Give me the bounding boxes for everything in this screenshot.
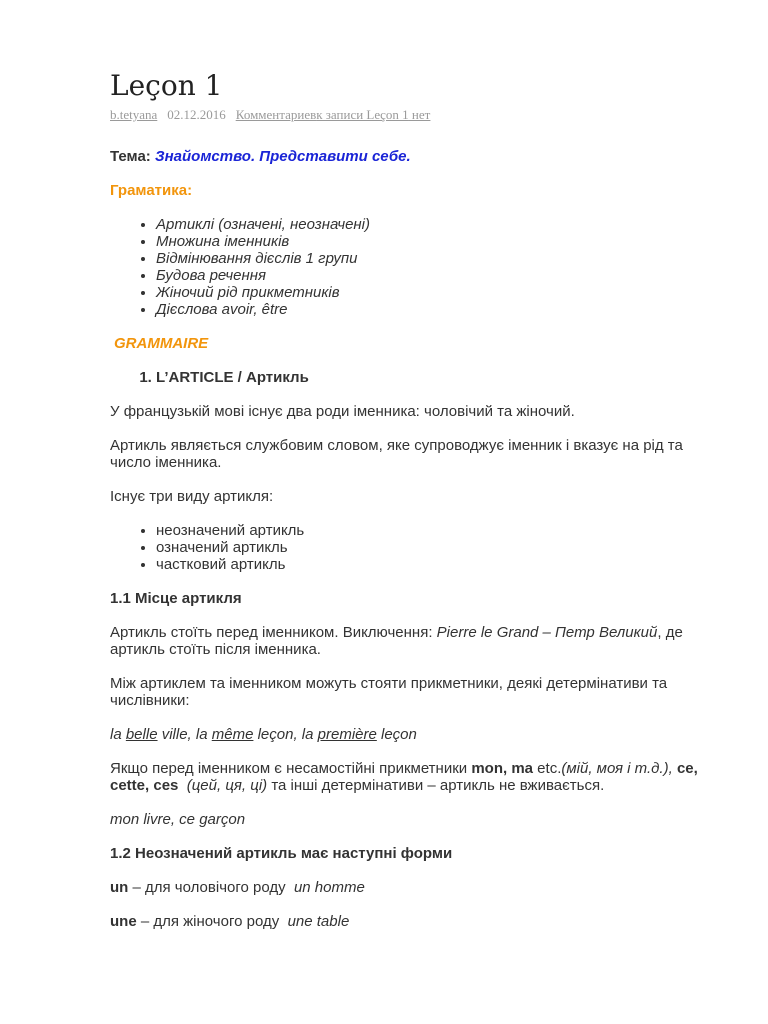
text-fragment: , де артикль стоїть після іменника.	[110, 624, 683, 658]
bold-term: une	[110, 913, 137, 930]
topic-line	[110, 148, 710, 165]
bold-term: ce, cette, ces	[110, 760, 698, 794]
form-feminine	[110, 913, 710, 930]
paragraph-article-position	[110, 624, 710, 658]
grammaire-heading: GRAMMAIRE	[114, 335, 209, 352]
text-fragment: leçon	[376, 726, 417, 743]
section-1-title: 1. L’ARTICLE / Артикль	[156, 369, 710, 386]
bold-term: un	[110, 879, 129, 896]
text-fragment: la	[110, 726, 126, 743]
text-fragment: – для чоловічого роду	[128, 879, 294, 896]
example-word: une table	[287, 913, 350, 930]
subsection-1-2-title: 1.2 Неозначений артикль має наступні форми	[110, 845, 453, 862]
document-page	[110, 68, 710, 947]
paragraph-genders: У французькій мові існує два роди іменника: чоловічий та жіночий.	[110, 403, 575, 420]
post-content	[110, 148, 710, 930]
comments-link-label: Комментариев	[235, 107, 317, 122]
post-meta	[110, 106, 710, 124]
section-list	[110, 369, 710, 386]
list-item: • Дієслова avoir, être	[156, 301, 710, 318]
text-fragment: Артикль стоїть перед іменником. Виключення:	[110, 624, 437, 641]
grammar-list	[110, 216, 710, 318]
article-types-list	[110, 522, 710, 573]
comments-link[interactable]	[236, 107, 431, 122]
form-masculine	[110, 879, 710, 896]
example-line-1	[110, 726, 710, 743]
text-fragment	[178, 777, 186, 794]
underlined-word: même	[211, 726, 254, 743]
comments-count: нет	[408, 107, 431, 122]
list-item: • Артиклі (означені, неозначені)	[156, 216, 710, 233]
list-item: • Жіночий рід прикметників	[156, 284, 710, 301]
underlined-word: belle	[125, 726, 158, 743]
exception-example: Pierre le Grand – Петр Великий	[436, 624, 658, 641]
bold-term: mon, ma	[471, 760, 534, 777]
list-item: • Множина іменників	[156, 233, 710, 250]
list-item: • означений артикль	[156, 539, 710, 556]
grammar-heading: Граматика:	[110, 182, 193, 199]
post-date: 02.12.2016	[167, 107, 226, 122]
paragraph-article-definition: Артикль являється службовим словом, яке супроводжує іменник і вказує на рід та число іменника.	[110, 437, 683, 471]
comments-link-context: к записи Leçon 1	[316, 107, 409, 122]
paragraph-article-types-intro: Існує три виду артикля:	[110, 488, 274, 505]
text-fragment: – для жіночого роду	[136, 913, 288, 930]
topic-text: Знайомство. Представити себе.	[154, 148, 411, 165]
italic-gloss: (мій, моя і т.д.),	[561, 760, 673, 777]
list-item: • Відмінювання дієслів 1 групи	[156, 250, 710, 267]
example-line-2: mon livre, ce garçon	[110, 811, 246, 828]
list-item: • неозначений артикль	[156, 522, 710, 539]
text-fragment: та інші детермінативи – артикль не вживається.	[267, 777, 605, 794]
text-fragment: leçon, la	[253, 726, 318, 743]
subsection-1-1-title: 1.1 Місце артикля	[110, 590, 242, 607]
example-word: un homme	[293, 879, 365, 896]
text-fragment: ville, la	[157, 726, 212, 743]
topic-label: Тема:	[110, 148, 151, 165]
page-title: Leçon 1	[110, 69, 223, 102]
text-fragment: etc.	[533, 760, 562, 777]
text-fragment: Якщо перед іменником є несамостійні прикметники	[110, 760, 472, 777]
paragraph-adjectives: Між артиклем та іменником можуть стояти прикметники, деякі детермінативи та числівники:	[110, 675, 668, 709]
italic-gloss: (цей, ця, ці)	[186, 777, 268, 794]
paragraph-determinatives	[110, 760, 710, 794]
list-item: • Будова речення	[156, 267, 710, 284]
underlined-word: première	[317, 726, 377, 743]
list-item: • частковий артикль	[156, 556, 710, 573]
author-link[interactable]: b.tetyana	[110, 107, 158, 122]
